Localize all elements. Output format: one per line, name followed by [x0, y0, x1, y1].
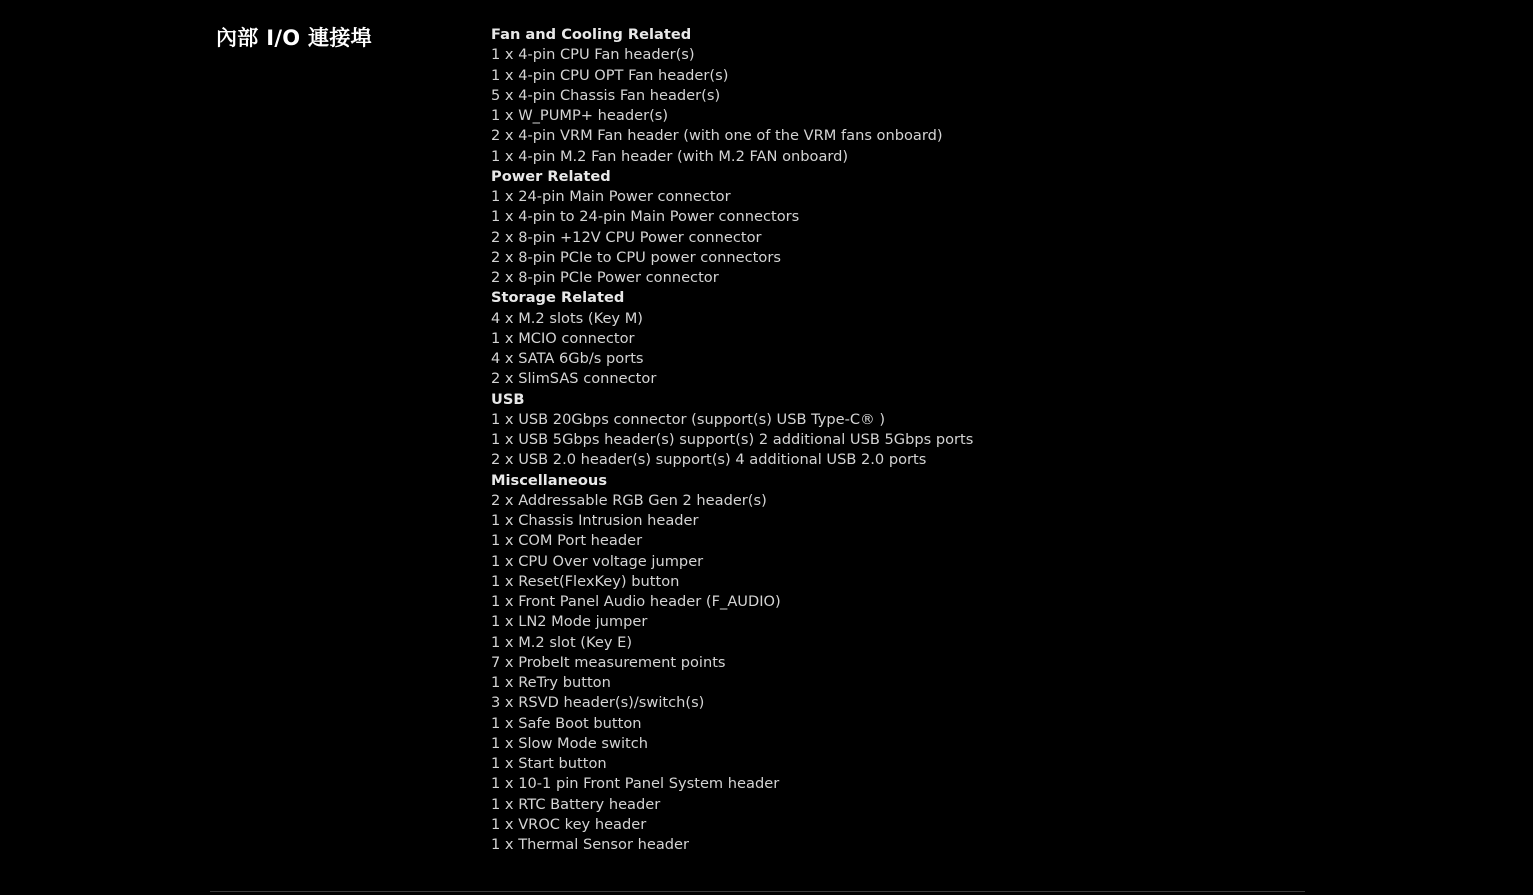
spec-section — [491, 288, 1191, 389]
spec-item: 1 x USB 20Gbps connector (support(s) USB Type-C® ) — [491, 410, 886, 428]
spec-item: 1 x MCIO connector — [491, 329, 635, 347]
spec-item: 1 x CPU Over voltage jumper — [491, 552, 704, 570]
spec-item: 1 x LN2 Mode jumper — [491, 613, 648, 631]
spec-item: 1 x 10-1 pin Front Panel System header — [491, 775, 780, 793]
spec-item: 1 x Slow Mode switch — [491, 734, 649, 752]
spec-section — [491, 167, 1191, 289]
spec-item: 2 x USB 2.0 header(s) support(s) 4 additional USB 2.0 ports — [491, 451, 927, 469]
spec-item: 2 x 8-pin +12V CPU Power connector — [491, 228, 762, 246]
spec-item: 1 x 4-pin CPU OPT Fan header(s) — [491, 66, 729, 84]
spec-item: 2 x Addressable RGB Gen 2 header(s) — [491, 491, 767, 509]
spec-section — [491, 25, 1191, 167]
spec-item: 2 x 8-pin PCIe to CPU power connectors — [491, 248, 781, 266]
section-heading: Fan and Cooling Related — [491, 26, 692, 43]
spec-item: 1 x M.2 slot (Key E) — [491, 633, 633, 651]
spec-item: 2 x 4-pin VRM Fan header (with one of the VRM fans onboard) — [491, 127, 943, 145]
spec-item: 1 x VROC key header — [491, 815, 647, 833]
spec-item: 1 x USB 5Gbps header(s) support(s) 2 additional USB 5Gbps ports — [491, 431, 974, 448]
spec-item: 1 x Start button — [491, 755, 607, 772]
section-heading: Miscellaneous — [491, 471, 608, 489]
spec-item: 1 x 24-pin Main Power connector — [491, 188, 731, 205]
spec-item: 1 x W_PUMP+ header(s) — [491, 107, 669, 124]
spec-item: 1 x ReTry button — [491, 674, 611, 691]
spec-list — [491, 25, 1191, 855]
section-heading: Power Related — [491, 167, 611, 185]
spec-section — [491, 471, 1191, 856]
divider — [210, 891, 1305, 892]
spec-item: 1 x COM Port header — [491, 532, 643, 550]
spec-item: 1 x Safe Boot button — [491, 714, 642, 732]
section-heading: USB — [491, 390, 525, 408]
spec-item: 4 x SATA 6Gb/s ports — [491, 350, 644, 367]
spec-item: 1 x Front Panel Audio header (F_AUDIO) — [491, 593, 781, 610]
section-heading: Storage Related — [491, 289, 625, 307]
spec-section — [491, 390, 1191, 471]
spec-item: 1 x 4-pin to 24-pin Main Power connectors — [491, 208, 800, 226]
spec-item: 4 x M.2 slots (Key M) — [491, 309, 643, 327]
spec-item: 1 x 4-pin CPU Fan header(s) — [491, 46, 695, 64]
spec-title: 內部 I/O 連接埠 — [216, 26, 372, 50]
spec-item: 5 x 4-pin Chassis Fan header(s) — [491, 86, 721, 104]
spec-item: 7 x ProbeIt measurement points — [491, 653, 726, 671]
spec-item: 2 x 8-pin PCIe Power connector — [491, 269, 719, 286]
spec-item: 1 x Thermal Sensor header — [491, 836, 690, 853]
spec-item: 1 x 4-pin M.2 Fan header (with M.2 FAN onboard) — [491, 147, 849, 165]
spec-item: 1 x RTC Battery header — [491, 795, 661, 813]
spec-item: 3 x RSVD header(s)/switch(s) — [491, 694, 705, 712]
spec-item: 1 x Reset(FlexKey) button — [491, 572, 680, 590]
spec-item: 2 x SlimSAS connector — [491, 370, 657, 388]
spec-item: 1 x Chassis Intrusion header — [491, 512, 699, 529]
